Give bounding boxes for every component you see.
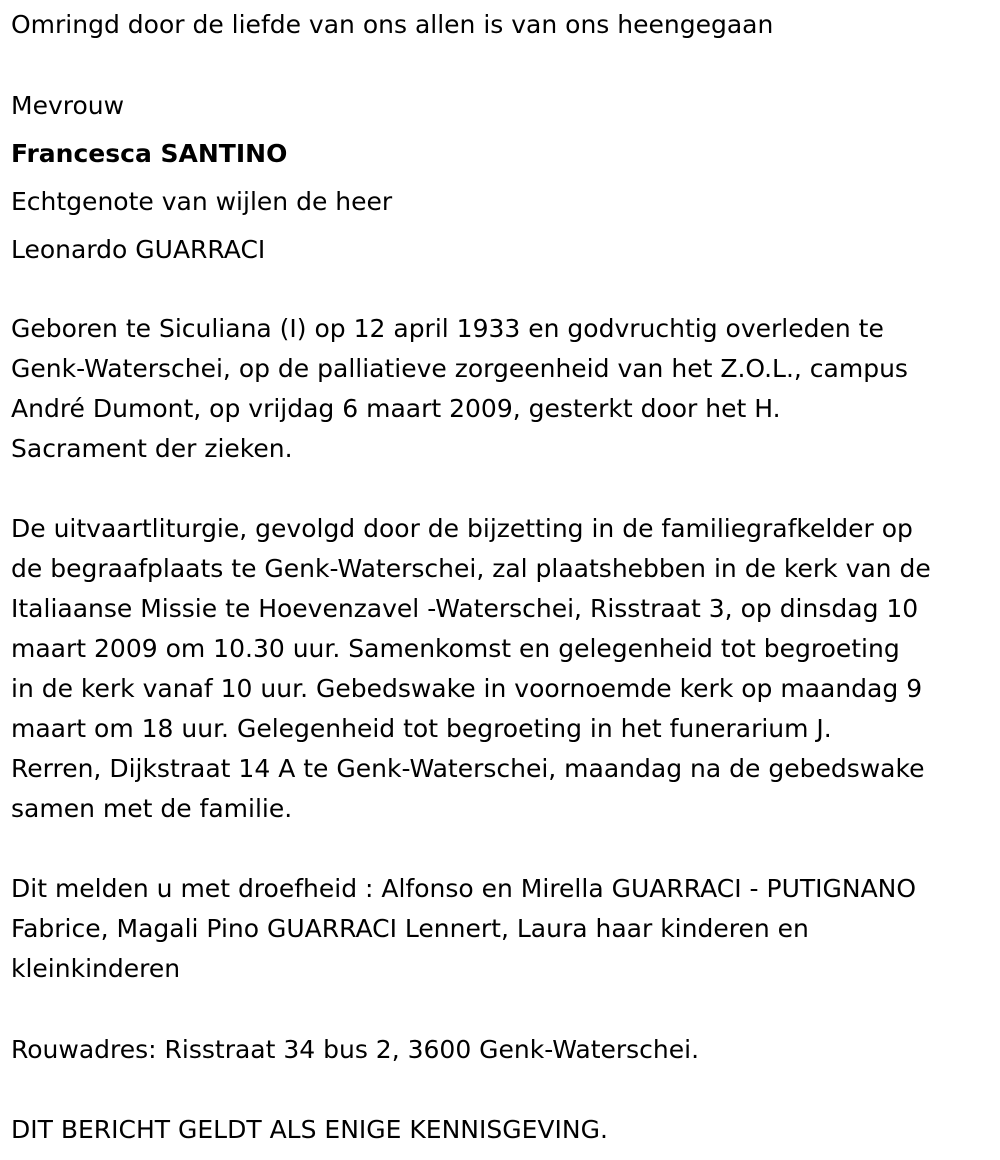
paragraph-line: De uitvaartliturgie, gevolgd door de bijzetting in de familiegrafkelder op <box>11 514 913 543</box>
paragraph-line: Dit melden u met droefheid : Alfonso en Mirella GUARRACI - PUTIGNANO <box>11 874 917 903</box>
paragraph-line: in de kerk vanaf 10 uur. Gebedswake in voornoemde kerk op maandag 9 <box>11 674 923 703</box>
paragraph-line: kleinkinderen <box>11 954 181 983</box>
mourning-address: Rouwadres: Risstraat 34 bus 2, 3600 Genk-Waterschei. <box>11 1035 700 1064</box>
paragraph-line: samen met de familie. <box>11 794 293 823</box>
deceased-name: Francesca SANTINO <box>11 139 288 168</box>
paragraph-line: de begraafplaats te Genk-Waterschei, zal plaatshebben in de kerk van de <box>11 554 931 583</box>
funeral-paragraph <box>11 509 991 829</box>
birth-death-paragraph <box>11 309 991 469</box>
paragraph-line: André Dumont, op vrijdag 6 maart 2009, gesterkt door het H. <box>11 394 781 423</box>
notice-statement: DIT BERICHT GELDT ALS ENIGE KENNISGEVING. <box>11 1115 608 1144</box>
paragraph-line: Rerren, Dijkstraat 14 A te Genk-Waterschei, maandag na de gebedswake <box>11 754 925 783</box>
intro-text: Omringd door de liefde van ons allen is van ons heengegaan <box>11 10 774 39</box>
paragraph-line: Geboren te Siculiana (I) op 12 april 1933 en godvruchtig overleden te <box>11 314 884 343</box>
paragraph-line: Italiaanse Missie te Hoevenzavel -Waterschei, Risstraat 3, op dinsdag 10 <box>11 594 919 623</box>
spouse-line-2: Leonardo GUARRACI <box>11 235 266 264</box>
family-paragraph <box>11 869 991 989</box>
spouse-line-1: Echtgenote van wijlen de heer <box>11 187 393 216</box>
paragraph-line: Sacrament der zieken. <box>11 434 293 463</box>
paragraph-line: maart om 18 uur. Gelegenheid tot begroeting in het funerarium J. <box>11 714 832 743</box>
paragraph-line: Genk-Waterschei, op de palliatieve zorgeenheid van het Z.O.L., campus <box>11 354 908 383</box>
salutation: Mevrouw <box>11 91 125 120</box>
paragraph-line: Fabrice, Magali Pino GUARRACI Lennert, Laura haar kinderen en <box>11 914 809 943</box>
paragraph-line: maart 2009 om 10.30 uur. Samenkomst en gelegenheid tot begroeting <box>11 634 900 663</box>
